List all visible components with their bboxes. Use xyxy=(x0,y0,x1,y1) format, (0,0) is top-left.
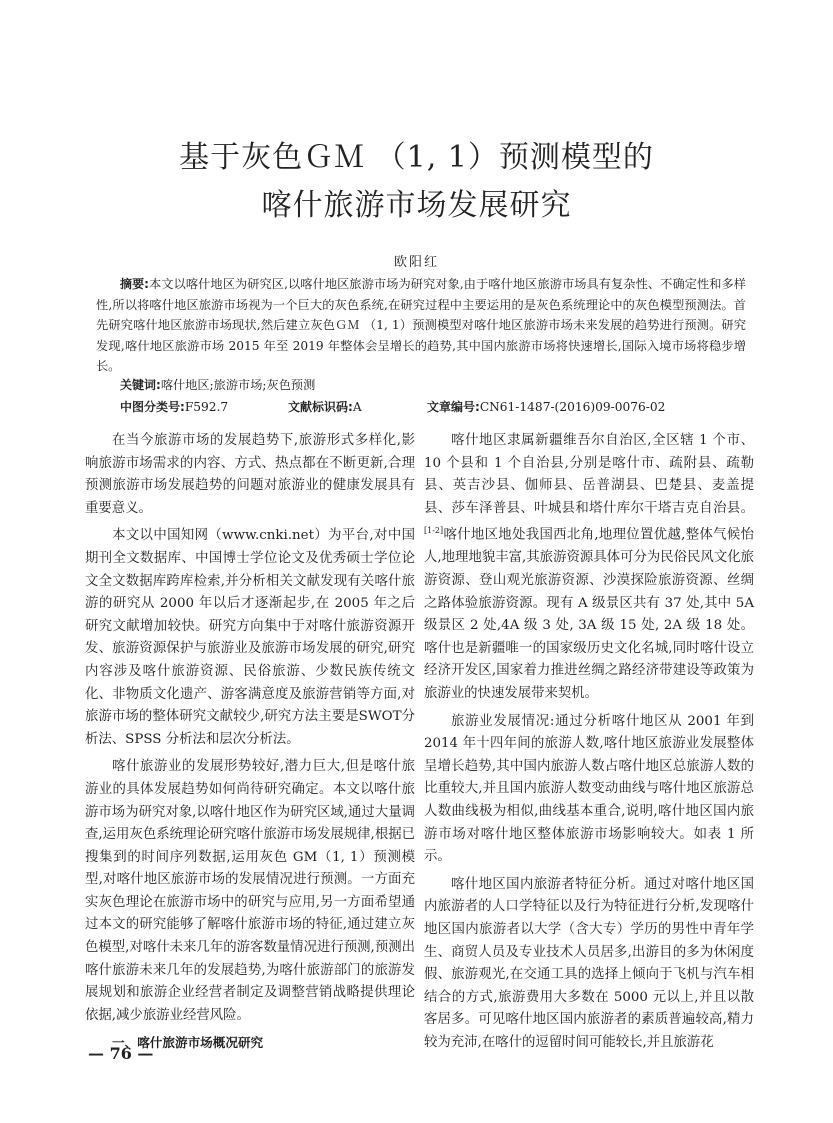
body-paragraph: 喀什旅游业的发展形势较好,潜力巨大,但是喀什旅游业的具体发展趋势如何尚待研究确定。本文以喀什旅游市场为研究对象,以喀什地区作为研究区域,通过大量调查,运用灰色系统理论研究喀什旅游市场发展规律,根据已搜集到的时间序列数据,运用灰色 GM（1, 1）预测模型,对喀什地区旅游市场的发展情况进行预测。一方面充实灰色理论在旅游市场中的研究与应用,另一方面希望通过本文的研究能够了解喀什旅游市场的特征,通过建立灰色模型,对喀什未来几年的游客数量情况进行预测,预测出喀什旅游未来几年的发展趋势,为喀什旅游部门的旅游发展规划和旅游企业经营者制定及调整营销战略提供理论依据,减少旅游业经营风险。 xyxy=(85,759,415,1023)
article-title-line-1: 基于灰色ＧＭ （1, 1）预测模型的 xyxy=(179,140,654,175)
abstract-label: 摘要: xyxy=(120,277,149,291)
clc-value: F592.7 xyxy=(184,400,229,414)
keywords xyxy=(120,376,315,393)
keywords-text: 喀什地区;旅游市场;灰色预测 xyxy=(160,378,316,392)
left-column xyxy=(85,430,415,1055)
abstract-text: 本文以喀什地区为研究区,以喀什地区旅游市场为研究对象,由于喀什地区旅游市场具有复杂性、不确定性和多样性,所以将喀什地区旅游市场视为一个巨大的灰色系统,在研究过程中主要运用的是灰色系统理论中的灰色模型预测法。首先研究喀什地区旅游市场现状,然后建立灰色ＧＭ （1, 1）预测模型对喀什地区旅游市场未来发展的趋势进行预测。研究发现,喀什地区旅游市场 2015 年至 2019 年整体会呈增长的趋势,其中国内旅游市场将快速增长,国际入境市场将稳步增长。 xyxy=(96,277,746,373)
clc-label: 中图分类号: xyxy=(120,400,185,414)
body-paragraph: 在当今旅游市场的发展趋势下,旅游形式多样化,影响旅游市场需求的内容、方式、热点都在不断更新,合理预测旅游市场发展趋势的问题对旅游业的健康发展具有重要意义。 xyxy=(85,433,415,516)
clc-number xyxy=(120,398,228,415)
section-heading: 一、喀什旅游市场概况研究 xyxy=(112,1035,264,1051)
body-paragraph xyxy=(424,430,754,706)
citation-reference: [1-2] xyxy=(424,526,444,536)
article-number xyxy=(427,398,665,415)
doc-code-value: A xyxy=(352,400,362,414)
article-title-line-2: 喀什旅游市场发展研究 xyxy=(261,188,572,223)
paragraph-text: 喀什地区地处我国西北角,地理位置优越,整体气候怡人,地理地貌丰富,其旅游资源具体可分为民俗民风文化旅游资源、登山观光旅游资源、沙漠探险旅游资源、丝绸之路体验旅游资源。现有 A 级景区共有 37 处,其中 5A 级景区 2 处,4A 级 3 处, 3A 级 15 处, 2A 级 18 处。喀什也是新疆唯一的国家级历史文化名城,同时喀什设立经济开发区,国家着力推进丝绸之路经济带建设等政策为旅游业的快速发展带来契机。 xyxy=(424,527,754,701)
paragraph-text: 喀什地区隶属新疆维吾尔自治区,全区辖 1 个市、10 个县和 1 个自治县,分别是喀什市、疏附县、疏勒县、英吉沙县、伽师县、岳普湖县、巴楚县、麦盖提县、莎车泽普县、叶城县和塔什库尔干塔吉克自治县。 xyxy=(424,433,754,516)
body-paragraph: 喀什地区国内旅游者特征分析。通过对喀什地区国内旅游者的人口学特征以及行为特征进行分析,发现喀什地区国内旅游者以大学（含大专）学历的男性中青年学生、商贸人员及专业技术人员居多,出游目的多为休闲度假、旅游观光,在交通工具的选择上倾向于飞机与汽车相结合的方式,旅游费用大多数在 5000 元以上,并且以散客居多。可见喀什地区国内旅游者的素质普遍较高,精力较为充沛,在喀什的逗留时间可能较长,并且旅游花 xyxy=(424,876,754,1050)
abstract xyxy=(96,274,746,377)
body-paragraph: 旅游业发展情况:通过分析喀什地区从 2001 年到 2014 年十四年间的旅游人数,喀什地区旅游业发展整体呈增长趋势,其中国内旅游人数占喀什地区总旅游人数的比重较大,并且国内旅游人数变动曲线与喀什地区旅游总人数曲线极为相似,曲线基本重合,说明,喀什地区国内旅游市场对喀什地区整体旅游市场影响较大。如表 1 所示。 xyxy=(424,713,754,865)
article-no-value: CN61-1487-(2016)09-0076-02 xyxy=(479,400,666,414)
author-name: 欧阳红 xyxy=(393,255,439,270)
document-code xyxy=(288,398,362,415)
body-paragraph: 本文以中国知网（www.cnki.net）为平台,对中国期刊全文数据库、中国博士学位论文及优秀硕士学位论文全文数据库跨库检索,并分析相关文献发现有关喀什旅游的研究从 2000 年以后才逐渐起步,在 2005 年之后研究文献增加较快。研究方向集中于对喀什旅游资源开发、旅游资源保护与旅游业及旅游市场发展的研究,研究内容涉及喀什旅游资源、民俗旅游、少数民族传统文化、非物质文化遗产、游客满意度及旅游营销等方面,对旅游市场的整体研究文献较少,研究方法主要是SWOT分析法、SPSS 分析法和层次分析法。 xyxy=(85,528,415,747)
doc-code-label: 文献标识码: xyxy=(288,400,353,414)
keywords-label: 关键词: xyxy=(120,378,161,392)
page-number: — 76 — xyxy=(88,1044,154,1063)
right-column xyxy=(424,430,754,1060)
article-no-label: 文章编号: xyxy=(427,400,480,414)
